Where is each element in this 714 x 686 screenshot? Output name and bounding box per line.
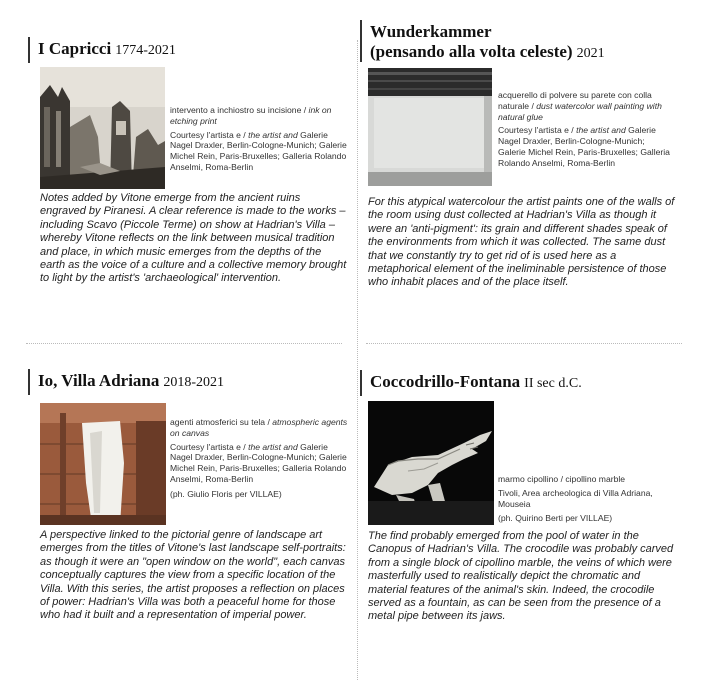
artwork-description: The find probably emerged from the pool of water in the Canopus of Hadrian's Villa. The crocodile was probably carved from a single block of cipollino marble, the veins of which were masterfully used to realistically depict the chromatic and material features of the animal's skin. Indeed, the crocodile served as a fountain, as can be seen from the presence of a metal pipe between its jaws. — [368, 530, 674, 623]
artwork-card-coccodrillo-fontana — [360, 370, 690, 670]
photo-credit: (ph. Quirino Berti per VILLAE) — [498, 513, 613, 524]
row-divider-left — [26, 343, 342, 344]
artwork-date: 2018-2021 — [163, 375, 225, 390]
artwork-description: For this atypical watercolour the artist paints one of the walls of the room using dust collected at Hadrian's Villa as though it were an 'anti-pigment': its grain and different shades speak of the environments from which it was collected. The same dust that we constantly try to get rid of is used here as a metaphorical element of the ineliminable persistence of those who inhabit places and of the place itself. — [368, 196, 675, 289]
artwork-image — [40, 403, 166, 525]
artwork-card-capricci — [28, 37, 348, 337]
artwork-description: A perspective linked to the pictorial genre of landscape art emerges from the titles of Vitone's last landscape self-portraits: as though it were an "open window on the world", each canvas conceptually captures the view from a specific location of the Villa. With this series, the artist proposes a reflection on places of power: Hadrian's Villa was both a peaceful home for those who had it built and a representation of imperial power. — [40, 529, 346, 622]
artwork-title: Io, Villa Adriana 2018-2021 — [38, 371, 225, 390]
artwork-date: 2021 — [576, 46, 605, 61]
artwork-image — [368, 68, 492, 186]
photo-credit: (ph. Giulio Floris per VILLAE) — [170, 488, 282, 499]
title-bar — [360, 370, 362, 396]
artwork-title: Coccodrillo-Fontana II sec d.C. — [370, 372, 582, 391]
artwork-card-wunderkammer — [360, 20, 690, 340]
artwork-medium: marmo cipollino / cipollino marble — [498, 474, 626, 484]
artwork-date: II sec d.C. — [524, 376, 582, 391]
artwork-medium: intervento a inchiostro su incisione / ink on etching print — [170, 105, 332, 126]
artwork-title: Wunderkammer — [370, 22, 492, 41]
artwork-info — [498, 474, 674, 524]
artwork-description: Notes added by Vitone emerge from the ancient ruins engraved by Piranesi. A clear reference is made to the works – including Scavo (Piccole Terme) on show at Hadrian's Villa – whereby Vitone reflects on the link between musical tradition and place, in which music emerges from the depths of the earth as the voice of a culture and a collective memory brought to light by the artist's 'archaeological' intervention. — [40, 192, 347, 285]
artwork-image — [368, 401, 494, 525]
artwork-location: Tivoli, Area archeologica di Villa Adriana, Mouseia — [498, 487, 653, 509]
artwork-courtesy: Courtesy l'artista e / the artist and Galerie Nagel Draxler, Berlin-Cologne-Munich; Galerie Michel Rein, Paris-Bruxelles; Galleria Rolando Anselmi, Roma-Berlin — [170, 129, 347, 172]
title-bar — [28, 369, 30, 395]
artwork-title: I Capricci 1774-2021 — [38, 39, 176, 58]
artwork-title-line2: (pensando alla volta celeste) 2021 — [370, 42, 605, 61]
artwork-info — [170, 417, 348, 500]
column-divider — [357, 40, 358, 680]
artwork-info — [170, 105, 348, 173]
artwork-courtesy: Courtesy l'artista e / the artist and Galerie Nagel Draxler, Berlin-Cologne-Munich; Galerie Michel Rein, Paris-Bruxelles; Galleria Rolando Anselmi, Roma-Berlin — [498, 125, 670, 168]
artwork-courtesy: Courtesy l'artista e / the artist and Galerie Nagel Draxler, Berlin-Cologne-Munich; Galerie Michel Rein, Paris-Bruxelles; Galleria Rolando Anselmi, Roma-Berlin — [170, 441, 347, 484]
title-bar — [360, 20, 362, 62]
artwork-medium: acquerello di polvere su parete con colla naturale / dust watercolor wall painting with natural glue — [498, 90, 662, 122]
title-bar — [28, 37, 30, 63]
artwork-medium: agenti atmosferici su tela / atmospheric agents on canvas — [170, 417, 348, 438]
artwork-date: 1774-2021 — [115, 43, 176, 58]
artwork-info — [498, 90, 674, 169]
artwork-image — [40, 67, 165, 189]
row-divider-right — [366, 343, 682, 344]
artwork-card-io-villa-adriana — [28, 369, 348, 669]
